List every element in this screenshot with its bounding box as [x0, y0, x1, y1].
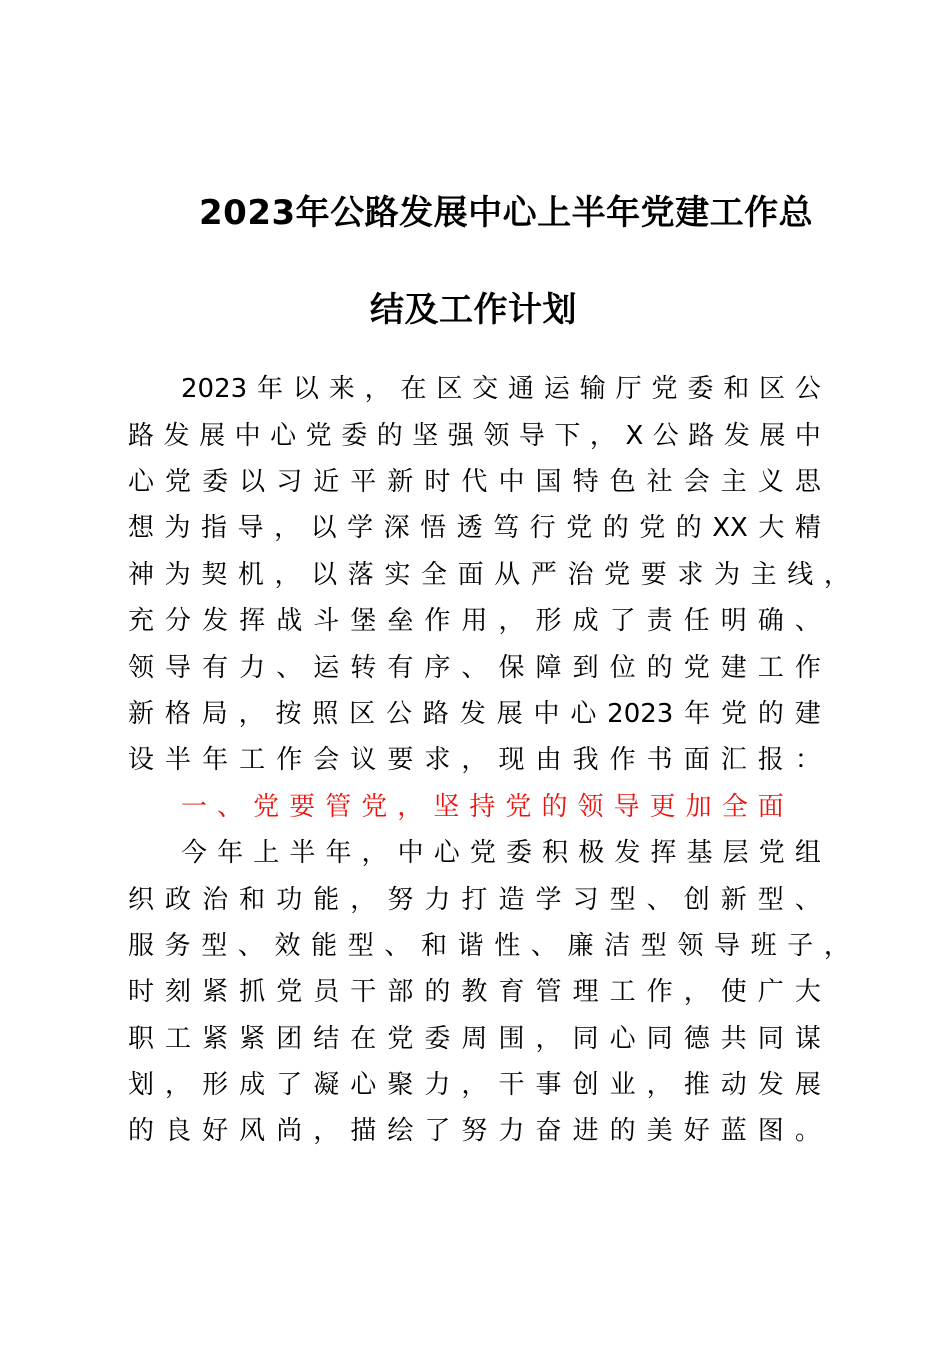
document-title-line-2: 结及工作计划: [370, 290, 577, 330]
paragraph-2-line-6: 划 ， 形 成 了 凝 心 聚 力 ， 干 事 创 业 ， 推 动 发 展: [128, 1070, 821, 1100]
paragraph-1-line-6: 充 分 发 挥 战 斗 堡 垒 作 用 ， 形 成 了 责 任 明 确 、: [128, 606, 821, 636]
paragraph-1-line-3: 心 党 委 以 习 近 平 新 时 代 中 国 特 色 社 会 主 义 思: [128, 467, 821, 497]
paragraph-1-line-1: 2023 年 以 来 ， 在 区 交 通 运 输 厅 党 委 和 区 公: [181, 374, 821, 404]
paragraph-1-line-2: 路 发 展 中 心 党 委 的 坚 强 领 导 下 ， X 公 路 发 展 中: [128, 421, 821, 451]
document-title-line-1: 2023年公路发展中心上半年党建工作总: [199, 193, 814, 233]
paragraph-1-line-4: 想 为 指 导 ， 以 学 深 悟 透 笃 行 党 的 党 的 XX 大 精: [128, 513, 821, 543]
paragraph-2-line-1: 今 年 上 半 年 ， 中 心 党 委 积 极 发 挥 基 层 党 组: [181, 838, 821, 868]
paragraph-2-line-3: 服 务 型 、 效 能 型 、 和 谐 性 、 廉 洁 型 领 导 班 子 ，: [128, 931, 850, 961]
paragraph-1-line-5: 神 为 契 机 ， 以 落 实 全 面 从 严 治 党 要 求 为 主 线 ，: [128, 560, 850, 590]
paragraph-1-line-7: 领 导 有 力 、 运 转 有 序 、 保 障 到 位 的 党 建 工 作: [128, 653, 821, 683]
paragraph-1-line-9: 设 半 年 工 作 会 议 要 求 ， 现 由 我 作 书 面 汇 报 ：: [128, 745, 821, 775]
paragraph-2-line-2: 织 政 治 和 功 能 ， 努 力 打 造 学 习 型 、 创 新 型 、: [128, 885, 821, 915]
paragraph-2-line-5: 职 工 紧 紧 团 结 在 党 委 周 围 ， 同 心 同 德 共 同 谋: [128, 1024, 821, 1054]
paragraph-1-line-8: 新 格 局 ， 按 照 区 公 路 发 展 中 心 2023 年 党 的 建: [128, 699, 821, 729]
section-1-heading: 一 、 党 要 管 党 ， 坚 持 党 的 领 导 更 加 全 面: [181, 792, 784, 822]
paragraph-2-line-7: 的 良 好 风 尚 ， 描 绘 了 努 力 奋 进 的 美 好 蓝 图 。: [128, 1116, 821, 1146]
paragraph-2-line-4: 时 刻 紧 抓 党 员 干 部 的 教 育 管 理 工 作 ， 使 广 大: [128, 977, 821, 1007]
